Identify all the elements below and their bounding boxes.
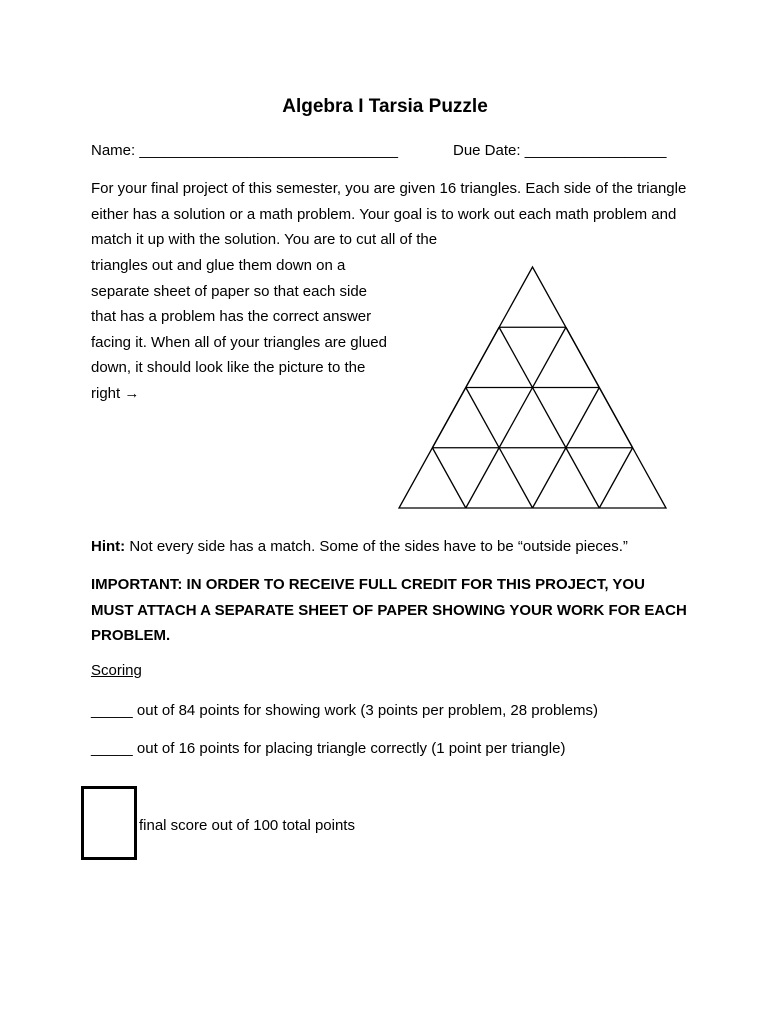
hint-paragraph [91, 534, 691, 560]
hint-label: Hint: [91, 538, 126, 555]
score-line-work[interactable]: _____ out of 84 points for showing work (3 points per problem, 28 problems) [91, 702, 598, 719]
page-title: Algebra I Tarsia Puzzle [282, 96, 488, 117]
diag-b-1 [566, 327, 599, 387]
diag-b-2b [566, 448, 599, 508]
diag-a-5 [432, 388, 465, 448]
name-field[interactable]: Name: _______________________________ [91, 142, 398, 159]
tarsia-triangle-diagram [395, 265, 670, 510]
important-notice: IMPORTANT: IN ORDER TO RECEIVE FULL CREDIT FOR THIS PROJECT, YOU MUST ATTACH A SEPARATE SHEET OF PAPER SHOWING YOUR WORK FOR EACH PROBLEM. [91, 576, 687, 644]
final-score-box[interactable] [81, 786, 137, 860]
intro-continued-paragraph: triangles out and glue them down on a separate sheet of paper so that each side that has a problem has the correct answer facing it. When all of your triangles are glued down, it should look like the picture to the right → [91, 257, 387, 402]
diag-a-1 [466, 327, 499, 387]
intro-paragraph: For your final project of this semester, you are given 16 triangles. Each side of the triangle either has a solution or a math problem. Your goal is to work out each math problem and match it up with the solution. You are to cut all of the [91, 180, 687, 248]
due-date-field[interactable]: Due Date: _________________ [453, 142, 667, 159]
final-score-label: final score out of 100 total points [139, 817, 355, 834]
diag-b-5 [599, 388, 632, 448]
scoring-heading: Scoring [91, 662, 142, 679]
score-line-placement[interactable]: _____ out of 16 points for placing triangle correctly (1 point per triangle) [91, 740, 566, 757]
diag-a-2b [466, 448, 499, 508]
hint-text: Not every side has a match. Some of the sides have to be “outside pieces.” [125, 538, 628, 555]
diag-a-4 [599, 448, 632, 508]
diag-b-4 [432, 448, 465, 508]
